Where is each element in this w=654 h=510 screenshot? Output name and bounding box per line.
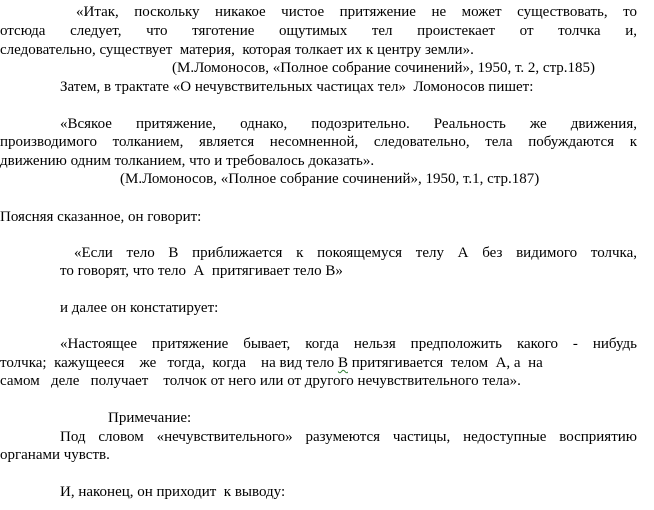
quote4-line2 bbox=[0, 355, 543, 372]
quote2-line1: «Всякое притяжение, однако, подозрительно. Реальность же движения, bbox=[60, 116, 637, 132]
quote1-line2: отсюда следует, что тяготение ощутимых тел проистекает от толчка и, bbox=[0, 23, 637, 39]
quote4-line2-spellcheck-word: В bbox=[337, 355, 348, 371]
quote4-line1: «Настоящее притяжение бывает, когда нельзя предположить какого - нибудь bbox=[60, 336, 637, 352]
note-heading: Примечание: bbox=[108, 410, 192, 426]
quote4-line2-end: притягивается телом А, а на bbox=[347, 355, 543, 371]
intro4-text: и далее он констатирует: bbox=[60, 300, 219, 316]
intro3-text: Поясняя сказанное, он говорит: bbox=[0, 209, 202, 225]
quote1-citation: (М.Ломоносов, «Полное собрание сочинений», 1950, т. 2, стр.185) bbox=[172, 60, 596, 76]
quote4-line3: самом деле получает толчок от него или от другого нечувствительного тела». bbox=[0, 373, 521, 389]
quote4-line2-start: толчка; кажущееся же тогда, когда на вид тело bbox=[0, 355, 338, 371]
quote2-line3: движению одним толканием, что и требовалось доказать». bbox=[0, 153, 375, 169]
note-line2: органами чувств. bbox=[0, 447, 110, 463]
conclusion-text: И, наконец, он приходит к выводу: bbox=[60, 484, 286, 500]
quote3-line1: «Если тело В приближается к покоящемуся телу А без видимого толчка, bbox=[74, 245, 637, 261]
quote1-line3: следовательно, существует материя, которая толкает их к центру земли». bbox=[0, 42, 474, 58]
note-line1: Под словом «нечувствительного» разумеются частицы, недоступные восприятию bbox=[60, 429, 637, 445]
intro2-text: Затем, в трактате «О нечувствительных частицах тел» Ломоносов пишет: bbox=[60, 79, 534, 95]
quote2-citation: (М.Ломоносов, «Полное собрание сочинений», 1950, т.1, стр.187) bbox=[120, 171, 540, 187]
quote1-line1: «Итак, поскольку никакое чистое притяжение не может существовать, то bbox=[76, 4, 637, 20]
quote2-line2: производимого толканием, является несомненной, следовательно, тела побуждаются к bbox=[0, 134, 637, 150]
quote3-line2: то говорят, что тело А притягивает тело В» bbox=[60, 263, 343, 279]
